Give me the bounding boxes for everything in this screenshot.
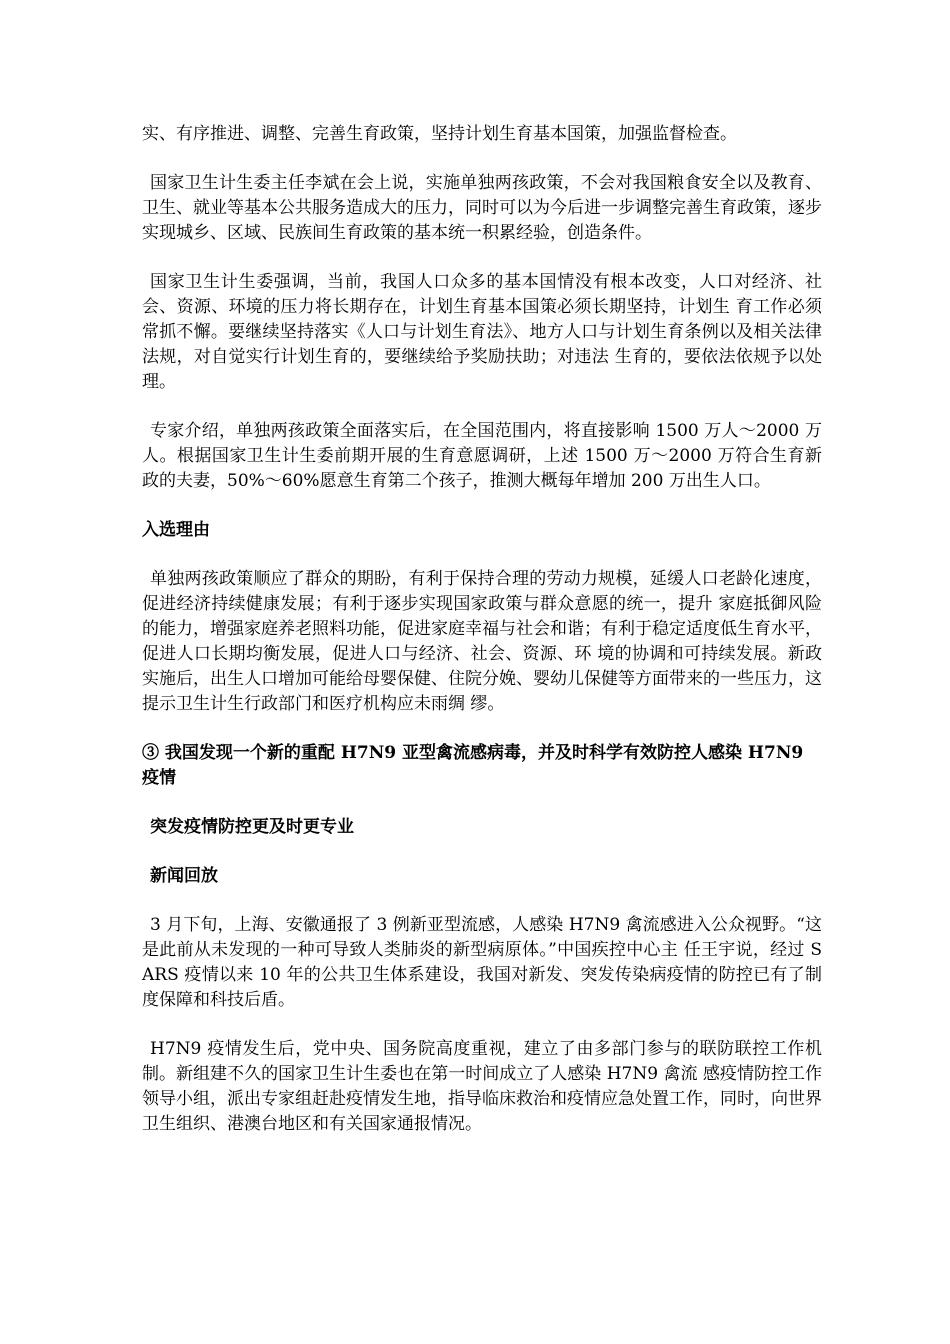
heading-h7n9-item: ③ 我国发现一个新的重配 H7N9 亚型禽流感病毒，并及时科学有效防控人感染 H7N9 疫情 <box>142 743 804 788</box>
document-page <box>142 122 822 1161</box>
paragraph-h7n9-response: H7N9 疫情发生后，党中央、国务院高度重视，建立了由多部门参与的联防联控工作机制。新组建不久的国家卫生计生委也在第一时间成立了人感染 H7N9 禽流 感疫情防控工作领导小组，派出专家组赶赴疫情发生地，指导临床救治和疫情应急处置工作，同时，向世界卫生组织、港澳台地区和有关国家通报情况。 <box>142 1039 822 1134</box>
paragraph-policy-intro: 实、有序推进、调整、完善生育政策，坚持计划生育基本国策，加强监督检查。 <box>142 124 737 144</box>
paragraph-commission-emphasis: 国家卫生计生委强调，当前，我国人口众多的基本国情没有根本改变，人口对经济、社会、资源、环境的压力将长期存在，计划生育基本国策必须长期坚持，计划生 育工作必须常抓不懈。要继续坚持落实《人口与计划生育法》、地方人口与计划生育条例以及相关法律法规，对自觉实行计划生育的，要继续给予奖励扶助；对违法 生育的，要依法依规予以处理。 <box>142 272 822 392</box>
heading-epidemic-control: 突发疫情防控更及时更专业 <box>150 817 354 837</box>
paragraph-expert-estimate: 专家介绍，单独两孩政策全面落实后，在全国范围内，将直接影响 1500 万人～2000 万人。根据国家卫生计生委前期开展的生育意愿调研，上述 1500 万～2000 万符合生育新政的夫妻，50%～60%愿意生育第二个孩子，推测大概每年增加 200 万出生人口。 <box>142 421 822 491</box>
heading-selection-reason: 入选理由 <box>142 520 210 540</box>
paragraph-selection-reason: 单独两孩政策顺应了群众的期盼，有利于保持合理的劳动力规模，延缓人口老龄化速度，促进经济持续健康发展；有利于逐步实现国家政策与群众意愿的统一，提升 家庭抵御风险的能力，增强家庭养老照料功能，促进家庭幸福与社会和谐；有利于稳定适度低生育水平，促进人口长期均衡发展，促进人口与经济、社会、资源、环 境的协调和可持续发展。新政实施后，出生人口增加可能给母婴保健、住院分娩、婴幼儿保健等方面带来的一些压力，这提示卫生计生行政部门和医疗机构应未雨绸 缪。 <box>142 569 822 714</box>
heading-news-review: 新闻回放 <box>150 866 218 886</box>
paragraph-h7n9-discovery: 3 月下旬，上海、安徽通报了 3 例新亚型流感，人感染 H7N9 禽流感进入公众视野。“这是此前从未发现的一种可导致人类肺炎的新型病原体。”中国疾控中心主 任王宇说，经过 SARS 疫情以来 10 年的公共卫生体系建设，我国对新发、突发传染病疫情的防控已有了制度保障和科技后盾。 <box>142 915 822 1010</box>
paragraph-libin-statement: 国家卫生计生委主任李斌在会上说，实施单独两孩政策，不会对我国粮食安全以及教育、卫生、就业等基本公共服务造成大的压力，同时可以为今后进一步调整完善生育政策，逐步实现城乡、区域、民族间生育政策的基本统一积累经验，创造条件。 <box>142 173 822 243</box>
